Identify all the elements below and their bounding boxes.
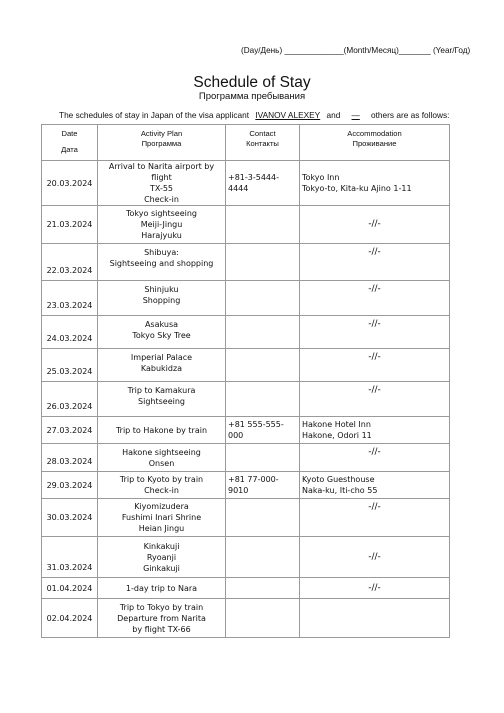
accommodation-cell: -//-: [300, 244, 450, 281]
intro-sentence: [59, 110, 449, 120]
date-cell: 24.03.2024: [42, 316, 98, 349]
table-row: [42, 281, 450, 316]
contact-cell: [226, 499, 300, 537]
activity-line: Trip to Kamakura: [127, 386, 196, 395]
activity-line: Heian Jingu: [138, 524, 185, 533]
activity-line: Shinjuku: [144, 285, 179, 294]
contact-cell: [226, 537, 300, 578]
accommodation-cell: -//-: [300, 382, 450, 417]
activity-cell: [98, 382, 226, 417]
page-subtitle: Программа пребывания: [198, 91, 306, 102]
table-row: [42, 349, 450, 382]
table-row: [42, 444, 450, 472]
activity-line: by flight TX-66: [132, 624, 191, 634]
table-row: [42, 244, 450, 281]
activity-line: Ryoanji: [146, 552, 177, 562]
contact-cell: [226, 599, 300, 638]
contact-cell: [226, 578, 300, 599]
page-title: Schedule of Stay: [193, 74, 311, 91]
table-row: [42, 206, 450, 244]
date-cell: 22.03.2024: [42, 244, 98, 281]
activity-line: Check-in: [144, 195, 179, 204]
table-row: [42, 316, 450, 349]
accommodation-line: Hakone Hotel Inn: [302, 420, 371, 429]
activity-line: Tokyo sightseeing: [126, 209, 197, 218]
header-activity: [98, 125, 226, 161]
date-cell: 20.03.2024: [42, 161, 98, 206]
activity-line: Meiji-Jingu: [140, 220, 183, 229]
activity-cell: [98, 281, 226, 316]
activity-line: 1-day trip to Nara: [125, 583, 198, 593]
activity-cell: [98, 161, 226, 206]
contact-cell: +81-3-5444-4444: [226, 161, 300, 206]
intro-middle: and: [326, 110, 341, 120]
activity-line: Sightseeing and shopping: [109, 259, 214, 268]
activity-line: Hakone sightseeing: [122, 448, 201, 457]
activity-line: Imperial Palace: [130, 353, 193, 362]
accommodation-cell: [300, 599, 450, 638]
accommodation-cell: -//-: [300, 444, 450, 472]
contact-cell: [226, 281, 300, 316]
date-cell: 25.03.2024: [42, 349, 98, 382]
activity-cell: [98, 444, 226, 472]
contact-cell: [226, 349, 300, 382]
accommodation-cell: -//-: [300, 316, 450, 349]
contact-cell: [226, 316, 300, 349]
activity-cell: [98, 599, 226, 638]
activity-line: Check-in: [144, 486, 179, 495]
activity-line: Asakusa: [144, 320, 179, 329]
header-date: [42, 125, 98, 161]
activity-line: Onsen: [148, 459, 175, 468]
date-cell: 29.03.2024: [42, 472, 98, 499]
accommodation-cell: -//-: [300, 281, 450, 316]
activity-line: Arrival to Narita airport by flight: [108, 162, 215, 182]
intro-after: others are as follows:: [371, 110, 450, 120]
contact-cell: [226, 244, 300, 281]
accommodation-line: Hakone, Odori 11: [302, 431, 372, 440]
header-date-ru: Дата: [61, 145, 78, 154]
accommodation-cell: -//-: [300, 206, 450, 244]
table-row: [42, 499, 450, 537]
intro-before: The schedules of stay in Japan of the visa applicant: [59, 110, 250, 120]
date-cell: 28.03.2024: [42, 444, 98, 472]
activity-line: Kabukidza: [140, 364, 183, 373]
date-cell: 31.03.2024: [42, 537, 98, 578]
header-contact-en: Contact: [249, 129, 276, 138]
header-accommodation-en: Accommodation: [347, 129, 402, 138]
accommodation-cell: [300, 472, 450, 499]
header-contact-ru: Контакты: [246, 139, 279, 148]
header-activity-en: Activity Plan: [140, 129, 183, 138]
activity-line: Kiyomizudera: [134, 502, 189, 511]
date-cell: 02.04.2024: [42, 599, 98, 638]
activity-cell: [98, 537, 226, 578]
activity-line: Harajyuku: [141, 231, 182, 240]
header-row: [42, 125, 450, 161]
header-accommodation-ru: Проживание: [352, 139, 397, 148]
activity-line: Shibuya:: [144, 248, 179, 257]
accommodation-line: Tokyo-to, Kita-ku Ajino 1-11: [302, 184, 412, 193]
accommodation-line: Naka-ku, Iti-cho 55: [302, 486, 378, 495]
contact-cell: +81 555-555-000: [226, 417, 300, 444]
header-date-en: Date: [61, 129, 78, 138]
activity-line: Ginkakuji: [143, 563, 180, 573]
activity-cell: [98, 244, 226, 281]
activity-line: Trip to Tokyo by train: [119, 602, 204, 612]
header-activity-ru: Программа: [141, 139, 182, 148]
table-row: [42, 472, 450, 499]
intro-blank: —: [351, 110, 360, 120]
accommodation-cell: -//-: [300, 349, 450, 382]
contact-cell: [226, 444, 300, 472]
table-row: [42, 578, 450, 599]
table-row: [42, 599, 450, 638]
activity-cell: [98, 316, 226, 349]
accommodation-cell: -//-: [300, 537, 450, 578]
table-row: [42, 382, 450, 417]
accommodation-cell: -//-: [300, 499, 450, 537]
accommodation-cell: [300, 161, 450, 206]
activity-cell: [98, 499, 226, 537]
schedule-table: [41, 124, 450, 638]
header-accommodation: [300, 125, 450, 161]
table-row: [42, 417, 450, 444]
activity-line: Tokyo Sky Tree: [132, 331, 191, 340]
accommodation-cell: [300, 417, 450, 444]
activity-cell: [98, 472, 226, 499]
activity-line: Shopping: [142, 296, 181, 305]
activity-line: TX-55: [149, 184, 174, 193]
activity-cell: [98, 578, 226, 599]
contact-cell: [226, 206, 300, 244]
activity-line: Departure from Narita: [117, 613, 206, 623]
applicant-name: IVANOV ALEXEY: [255, 110, 321, 120]
date-line: (Day/День) _____________(Month/Месяц)_______ (Year/Год): [241, 46, 471, 55]
activity-line: Fushimi Inari Shrine: [121, 513, 202, 522]
accommodation-line: Tokyo Inn: [302, 173, 340, 182]
activity-line: Trip to Kyoto by train: [119, 475, 204, 484]
date-cell: 23.03.2024: [42, 281, 98, 316]
contact-cell: +81 77-000-9010: [226, 472, 300, 499]
activity-line: Kinkakuji: [143, 541, 180, 551]
date-cell: 27.03.2024: [42, 417, 98, 444]
accommodation-cell: -//-: [300, 578, 450, 599]
header-contact: [226, 125, 300, 161]
table-row: [42, 537, 450, 578]
date-cell: 30.03.2024: [42, 499, 98, 537]
activity-line: Sightseeing: [138, 397, 185, 406]
date-cell: 01.04.2024: [42, 578, 98, 599]
activity-cell: [98, 349, 226, 382]
activity-line: Trip to Hakone by train: [115, 425, 208, 435]
date-cell: 21.03.2024: [42, 206, 98, 244]
accommodation-line: Kyoto Guesthouse: [302, 475, 375, 484]
date-cell: 26.03.2024: [42, 382, 98, 417]
contact-cell: [226, 382, 300, 417]
activity-cell: [98, 206, 226, 244]
activity-cell: [98, 417, 226, 444]
table-row: [42, 161, 450, 206]
